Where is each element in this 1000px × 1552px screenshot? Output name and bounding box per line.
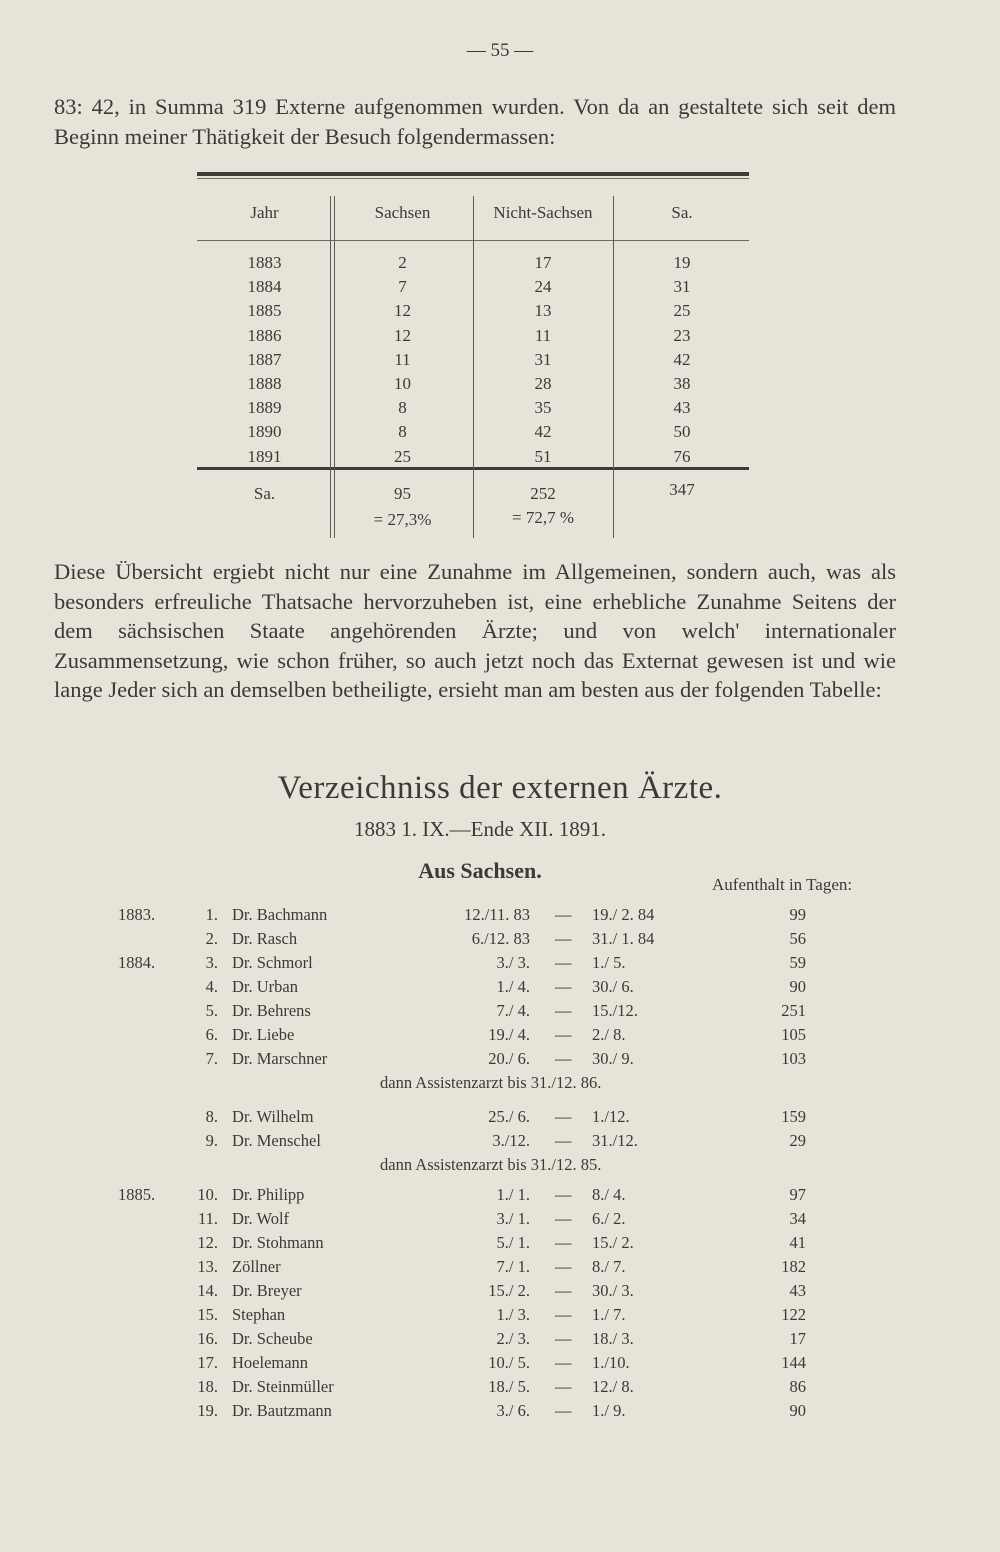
entry-start: 18./ 5. [488,1377,530,1396]
row-sachsen: 11 [394,349,411,369]
row-sachsen: 12 [394,325,411,345]
entry-days: 59 [789,953,806,972]
entry-name: Dr. Wolf [232,1209,290,1228]
entry-dash: — [555,1401,572,1420]
entry-days: 90 [789,1401,806,1420]
entry-dash: — [555,1107,572,1126]
entry-start: 1./ 3. [496,1305,530,1324]
row-summe: 43 [673,398,691,418]
entry-days: 122 [781,1305,806,1324]
entry-name: Dr. Stohmann [232,1233,324,1252]
intro-paragraph: 83: 42, in Summa 319 Externe aufgenommen wurden. Von da an gestaltete sich seit dem Beginn meiner Thätigkeit der Besuch folgendermassen: [54,94,896,149]
entry-name: Stephan [232,1305,286,1324]
row-nicht-sachsen: 31 [534,349,552,369]
entry-days: 43 [789,1281,806,1300]
entry-number: 2. [205,929,218,948]
row-jahr: 1891 [247,446,282,466]
list-item [0,1305,1000,1329]
entry-end: 15./12. [592,1001,638,1020]
entry-end: 19./ 2. 84 [592,905,655,924]
row-summe: 76 [673,446,691,466]
entry-end: 2./ 8. [592,1025,626,1044]
entry-start: 3./ 3. [496,953,530,972]
entry-days: 99 [789,905,806,924]
entry-name: Dr. Marschner [232,1049,328,1068]
entry-name: Dr. Liebe [232,1025,295,1044]
entry-start: 19./ 4. [488,1025,530,1044]
entry-number: 6. [205,1025,218,1044]
header-summe: Sa. [671,203,693,222]
list-item [0,1401,1000,1425]
entry-days: 17 [789,1329,806,1348]
entry-number: 3. [205,953,218,972]
total-summe: 347 [669,480,695,499]
row-sachsen: 8 [398,422,407,442]
entry-name: Zöllner [232,1257,281,1276]
row-summe: 31 [673,277,691,297]
body-paragraph: Diese Übersicht ergiebt nicht nur eine Zunahme im Allgemeinen, sondern auch, was als besonders erfreuliche Thatsache hervorzuheben ist, eine erhebliche Zunahme Seitens der dem sächsischen Staate angehörenden Ärzte; und von welch' internationaler Zusammensetzung, wie schon früher, so auch jetzt noch das Externat gewesen ist und wie lange Jeder sich an demselben betheiligte, ersieht man am besten aus der folgenden Tabelle: [54,559,896,702]
entry-name: Dr. Menschel [232,1131,321,1150]
entry-dash: — [555,905,572,924]
row-jahr: 1888 [247,374,282,393]
assistant-note [0,1073,1000,1097]
entry-days: 41 [789,1233,806,1252]
row-nicht-sachsen: 51 [534,446,552,466]
entry-end: 6./ 2. [592,1209,626,1228]
note-text: dann Assistenzarzt bis 31./12. 85. [380,1155,602,1174]
stats-table [197,172,749,532]
entry-days: 56 [789,929,806,948]
entry-start: 5./ 1. [496,1233,530,1252]
row-nicht-sachsen: 35 [534,398,552,418]
list-item [0,1353,1000,1377]
list-item [0,1049,1000,1073]
entry-dash: — [555,1377,572,1396]
entry-dash: — [555,1233,572,1252]
row-summe: 42 [673,349,691,369]
row-nicht-sachsen: 17 [534,253,552,272]
list-item [0,977,1000,1001]
row-jahr: 1886 [247,325,282,345]
row-jahr: 1884 [247,277,282,297]
entry-start: 3./ 6. [496,1401,530,1420]
entry-days: 105 [781,1025,806,1044]
total-nicht-sachsen: 252 [530,484,556,503]
entry-number: 11. [197,1209,218,1228]
list-item [0,1377,1000,1401]
entry-number: 12. [197,1233,218,1252]
entry-name: Dr. Behrens [232,1001,311,1020]
entry-start: 1./ 1. [496,1185,530,1204]
header-sachsen: Sachsen [374,203,431,222]
entry-end: 1./ 9. [592,1401,626,1420]
entry-number: 5. [205,1001,218,1020]
row-nicht-sachsen: 13 [534,301,552,321]
row-summe: 19 [673,253,691,272]
entry-dash: — [555,1305,572,1324]
row-jahr: 1890 [247,422,282,442]
row-nicht-sachsen: 24 [534,277,552,297]
entry-name: Dr. Bachmann [232,905,328,924]
entry-name: Dr. Schmorl [232,953,313,972]
entry-end: 1./ 5. [592,953,626,972]
entry-dash: — [555,1257,572,1276]
entry-end: 30./ 3. [592,1281,634,1300]
entry-days: 97 [789,1185,806,1204]
entry-days: 144 [781,1353,806,1372]
row-nicht-sachsen: 11 [534,325,552,345]
page-number: — 55 — [466,40,534,61]
row-summe: 23 [673,325,691,345]
entry-name: Dr. Philipp [232,1185,305,1204]
entry-end: 8./ 7. [592,1257,626,1276]
entry-number: 8. [205,1107,218,1126]
list-item [0,1233,1000,1257]
list-item [0,1281,1000,1305]
row-jahr: 1887 [247,349,282,369]
entry-end: 31./ 1. 84 [592,929,655,948]
entry-start: 10./ 5. [488,1353,530,1372]
table-top-rule [197,172,749,176]
row-summe: 38 [673,374,691,393]
row-jahr: 1883 [247,253,282,272]
row-sachsen: 12 [394,301,411,321]
entry-start: 7./ 4. [496,1001,530,1020]
entry-dash: — [555,1281,572,1300]
list-title: Verzeichniss der externen Ärzte. [277,770,723,806]
entry-end: 1./10. [592,1353,630,1372]
list-item [0,905,1000,929]
entry-number: 14. [197,1281,218,1300]
entry-start: 25./ 6. [488,1107,530,1126]
total-label: Sa. [253,484,276,503]
entry-days: 34 [789,1209,806,1228]
entry-days: 182 [781,1257,806,1276]
row-sachsen: 7 [398,277,407,297]
entry-year: 1883. [118,905,156,924]
row-summe: 50 [673,422,691,442]
entry-number: 7. [205,1049,218,1068]
entry-start: 6./12. 83 [471,929,530,948]
entry-dash: — [555,1353,572,1372]
entry-name: Dr. Bautzmann [232,1401,332,1420]
entry-days: 251 [781,1001,806,1020]
entry-end: 30./ 9. [592,1049,634,1068]
entry-number: 13. [197,1257,218,1276]
entry-dash: — [555,1131,572,1150]
entry-end: 31./12. [592,1131,638,1150]
entry-name: Dr. Urban [232,977,298,996]
entry-name: Dr. Wilhelm [232,1107,314,1126]
row-sachsen: 10 [394,374,411,393]
entry-number: 18. [197,1377,218,1396]
row-sachsen: 8 [398,398,407,418]
list-item [0,1257,1000,1281]
entry-start: 3./12. [492,1131,530,1150]
stay-duration-header: Aufenthalt in Tagen: [712,875,853,894]
entry-name: Dr. Breyer [232,1281,302,1300]
entry-name: Dr. Rasch [232,929,298,948]
table-top-thin-rule [197,178,749,179]
list-item [0,1107,1000,1131]
row-jahr: 1885 [247,301,282,321]
entry-dash: — [555,1025,572,1044]
percent-nicht-sachsen: = 72,7 % [512,508,574,527]
row-nicht-sachsen: 28 [534,374,552,393]
entry-dash: — [555,977,572,996]
entry-name: Dr. Steinmüller [232,1377,334,1396]
entry-year: 1885. [118,1185,156,1204]
assistant-note [0,1155,1000,1179]
entry-number: 10. [197,1185,218,1204]
list-item [0,1209,1000,1233]
list-item [0,1025,1000,1049]
entry-dash: — [555,1185,572,1204]
list-item [0,1329,1000,1353]
entry-dash: — [555,1001,572,1020]
entry-start: 1./ 4. [496,977,530,996]
entry-year: 1884. [118,953,156,972]
entry-days: 29 [789,1131,806,1150]
entry-end: 8./ 4. [592,1185,626,1204]
row-jahr: 1889 [247,398,282,418]
entry-number: 17. [197,1353,218,1372]
header-jahr: Jahr [250,203,279,222]
entry-start: 3./ 1. [496,1209,530,1228]
total-sachsen: 95 [394,484,411,503]
entry-name: Hoelemann [232,1353,309,1372]
list-item [0,1185,1000,1209]
entry-end: 1./12. [592,1107,630,1126]
entry-number: 16. [197,1329,218,1348]
row-sachsen: 25 [394,446,411,466]
entry-dash: — [555,953,572,972]
entry-days: 103 [781,1049,806,1068]
percent-sachsen: = 27,3% [373,510,432,529]
entry-end: 18./ 3. [592,1329,634,1348]
list-item [0,1001,1000,1025]
entry-number: 9. [205,1131,218,1150]
entry-dash: — [555,1049,572,1068]
list-subtitle: 1883 1. IX.—Ende XII. 1891. [354,817,606,841]
entry-end: 30./ 6. [592,977,634,996]
entry-end: 12./ 8. [592,1377,634,1396]
section-title: Aus Sachsen. [418,858,542,883]
entry-end: 1./ 7. [592,1305,626,1324]
entry-number: 4. [205,977,218,996]
row-summe: 25 [673,301,691,321]
note-text: dann Assistenzarzt bis 31./12. 86. [380,1073,602,1092]
col-rule [613,196,614,538]
entry-end: 15./ 2. [592,1233,634,1252]
entry-name: Dr. Scheube [232,1329,313,1348]
list-item [0,1131,1000,1155]
row-sachsen: 2 [398,253,407,272]
entry-start: 15./ 2. [488,1281,530,1300]
entry-dash: — [555,1209,572,1228]
list-item [0,929,1000,953]
entry-days: 86 [789,1377,806,1396]
entry-dash: — [555,1329,572,1348]
entry-number: 15. [197,1305,218,1324]
entry-dash: — [555,929,572,948]
entry-number: 1. [205,905,218,924]
row-nicht-sachsen: 42 [534,422,552,442]
entry-number: 19. [197,1401,218,1420]
entry-days: 90 [789,977,806,996]
entry-start: 2./ 3. [496,1329,530,1348]
list-item [0,953,1000,977]
entry-days: 159 [781,1107,806,1126]
header-nicht-sachsen: Nicht-Sachsen [493,203,593,222]
entry-start: 12./11. 83 [464,905,530,924]
entry-start: 20./ 6. [488,1049,530,1068]
entry-start: 7./ 1. [496,1257,530,1276]
